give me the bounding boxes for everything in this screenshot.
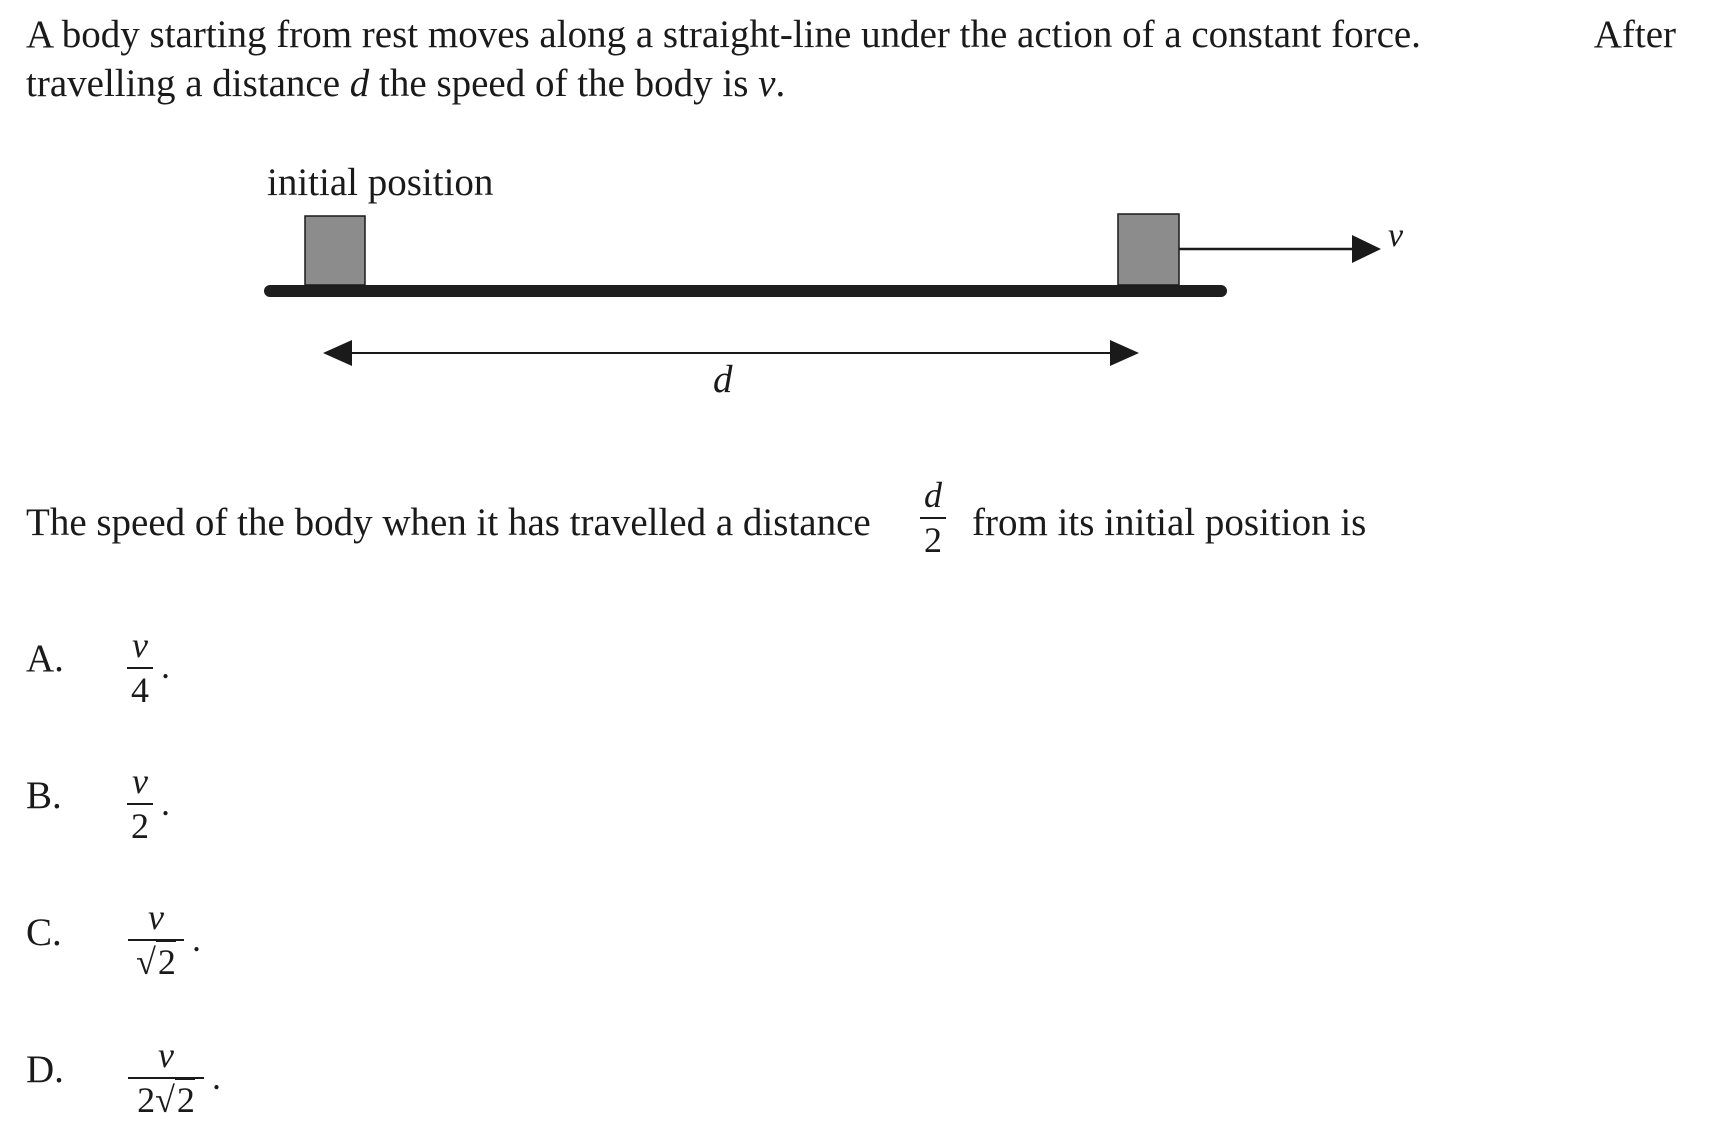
option-d-fraction xyxy=(128,1036,204,1119)
option-a-den: 4 xyxy=(131,670,149,710)
velocity-label: v xyxy=(1388,217,1404,254)
option-b-dot: . xyxy=(161,783,170,823)
option-c-dot: . xyxy=(192,919,201,959)
option-b-num: v xyxy=(132,761,148,801)
option-c-radicand: 2 xyxy=(157,942,176,982)
option-b-fraction xyxy=(127,762,153,845)
option-a-dot: . xyxy=(161,646,170,686)
intro-line-2-mid: the speed of the body is xyxy=(369,62,759,105)
distance-label: d xyxy=(713,358,733,401)
option-b-den: 2 xyxy=(131,806,149,846)
option-d-radicand: 2 xyxy=(176,1080,195,1120)
question-fraction-num: d xyxy=(924,475,942,515)
option-d-coefficient: 2 xyxy=(137,1080,156,1120)
motion-diagram xyxy=(0,0,1735,460)
question-fraction xyxy=(920,476,946,559)
option-d-letter: D. xyxy=(26,1048,64,1091)
option-a-num: v xyxy=(132,625,148,665)
question-fraction-den: 2 xyxy=(924,520,942,560)
option-c-num: v xyxy=(148,897,164,937)
option-c-root-sign: √ xyxy=(136,942,156,982)
option-a-fraction xyxy=(127,626,153,709)
final-block xyxy=(1118,214,1179,285)
intro-d-symbol: d xyxy=(349,62,370,105)
intro-line-1-after: After xyxy=(1593,13,1676,56)
intro-line-2-end: . xyxy=(775,62,786,105)
option-c-radical xyxy=(136,943,176,981)
velocity-arrowhead xyxy=(1352,235,1381,263)
option-b-letter: B. xyxy=(26,774,62,817)
distance-arrowhead-left xyxy=(323,340,352,366)
option-b-bar xyxy=(127,803,153,805)
question-text-post: from its initial position is xyxy=(972,501,1367,544)
option-d-den xyxy=(128,1081,204,1119)
option-d-radical xyxy=(155,1081,195,1119)
option-d-dot: . xyxy=(212,1057,221,1097)
intro-line-2-pre: travelling a distance xyxy=(26,62,350,105)
distance-arrowhead-right xyxy=(1110,340,1139,366)
option-c-fraction xyxy=(128,898,184,981)
initial-position-label: initial position xyxy=(267,161,494,204)
option-c-den xyxy=(128,943,184,981)
intro-line-1-text: A body starting from rest moves along a straight-line under the action of a constant force. xyxy=(26,13,1421,56)
option-c-letter: C. xyxy=(26,911,62,954)
option-a-bar xyxy=(127,667,153,669)
option-a-letter: A. xyxy=(26,637,64,680)
intro-v-symbol: v xyxy=(758,62,776,105)
question-text-pre: The speed of the body when it has travelled a distance xyxy=(26,501,871,544)
option-d-root-sign: √ xyxy=(155,1080,175,1120)
initial-block xyxy=(305,216,365,285)
option-d-num: v xyxy=(158,1035,174,1075)
question-fraction-bar xyxy=(920,517,946,519)
